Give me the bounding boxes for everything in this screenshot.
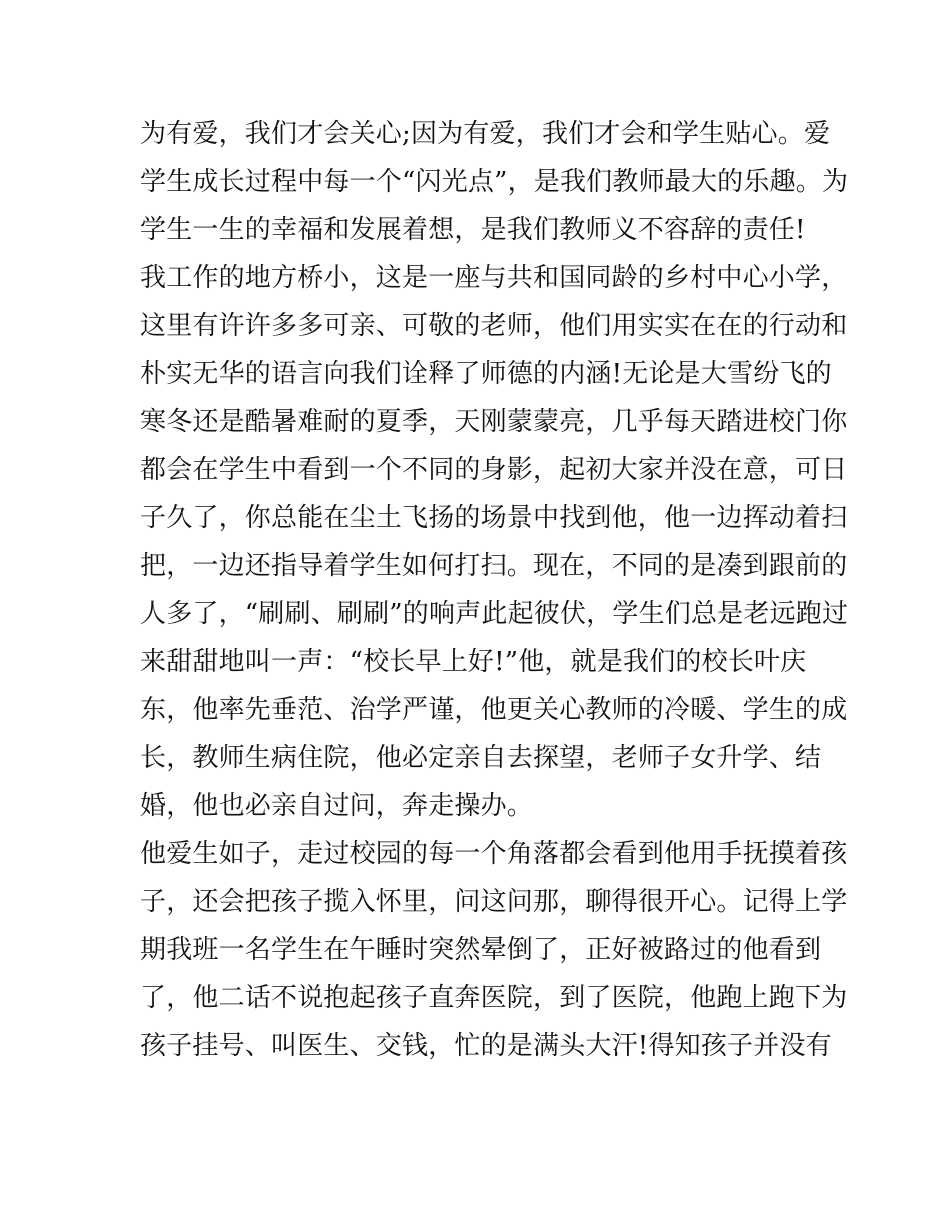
text-line: 学生成长过程中每一个“闪光点”，是我们教师最大的乐趣。为	[140, 167, 849, 197]
text-line: 长，教师生病住院，他必定亲自去探望，老师子女升学、结	[140, 743, 822, 773]
text-line: 子久了，你总能在尘土飞扬的场景中找到他，他一边挥动着扫	[140, 503, 848, 533]
text-line: 朴实无华的语言向我们诠释了师德的内涵!无论是大雪纷飞的	[140, 359, 832, 389]
text-line: 子，还会把孩子揽入怀里，问这问那，聊得很开心。记得上学	[140, 887, 848, 917]
text-line: 孩子挂号、叫医生、交钱，忙的是满头大汗!得知孩子并没有	[140, 1031, 832, 1061]
text-line: 为有爱，我们才会关心;因为有爱，我们才会和学生贴心。爱	[140, 119, 831, 149]
text-line: 都会在学生中看到一个不同的身影，起初大家并没在意，可日	[140, 455, 848, 485]
text-line: 他爱生如子，走过校园的每一个角落都会看到他用手抚摸着孩	[140, 839, 848, 869]
text-line: 来甜甜地叫一声：“校长早上好!”他，就是我们的校长叶庆	[140, 647, 807, 677]
body-text	[140, 110, 849, 1070]
text-line: 了，他二话不说抱起孩子直奔医院，到了医院，他跑上跑下为	[140, 983, 848, 1013]
text-line: 期我班一名学生在午睡时突然晕倒了，正好被路过的他看到	[140, 935, 822, 965]
text-line: 把，一边还指导着学生如何打扫。现在，不同的是凑到跟前的	[140, 551, 848, 581]
text-line: 寒冬还是酷暑难耐的夏季，天刚蒙蒙亮，几乎每天踏进校门你	[140, 407, 848, 437]
text-line: 人多了，“刷刷、刷刷”的响声此起彼伏，学生们总是老远跑过	[140, 599, 849, 629]
text-line: 婚，他也必亲自过问，奔走操办。	[140, 791, 534, 821]
text-line: 学生一生的幸福和发展着想，是我们教师义不容辞的责任!	[140, 215, 806, 245]
text-line: 我工作的地方桥小，这是一座与共和国同龄的乡村中心小学，	[140, 263, 848, 293]
text-line: 东，他率先垂范、治学严谨，他更关心教师的冷暖、学生的成	[140, 695, 848, 725]
text-line: 这里有许许多多可亲、可敬的老师，他们用实实在在的行动和	[140, 311, 848, 341]
